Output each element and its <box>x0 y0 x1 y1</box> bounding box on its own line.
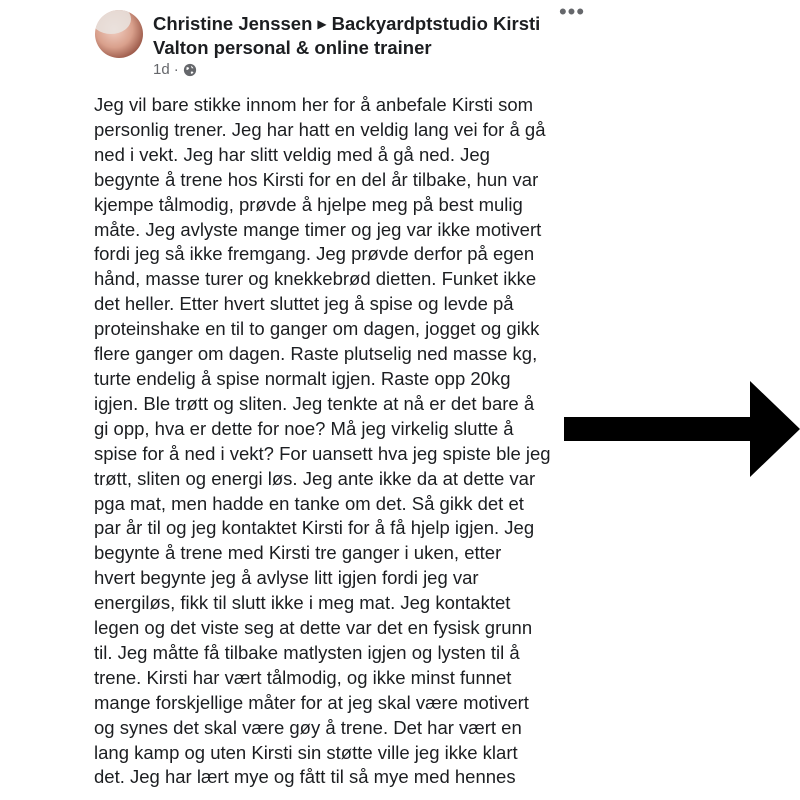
right-arrow-icon <box>564 381 800 477</box>
meta-separator: · <box>173 61 179 78</box>
right-triangle-icon: ▶ <box>317 17 327 31</box>
target-page-name[interactable]: Backyardptstudio Kirsti Valton personal & online trainer <box>153 13 541 58</box>
post-meta <box>153 61 197 78</box>
post-timestamp[interactable]: 1d <box>153 61 170 78</box>
globe-icon <box>183 63 197 77</box>
more-options-icon[interactable]: ••• <box>558 0 586 24</box>
post-header <box>153 12 553 60</box>
post-body-text: Jeg vil bare stikke innom her for å anbefale Kirsti som personlig trener. Jeg har hatt en veldig lang vei for å gå ned i vekt. Jeg har slitt veldig med å gå ned. Jeg begynte å trene hos Kirsti for en del år tilbake, hun var kjempe tålmodig, prøvde å hjelpe meg på best mulig måte. Jeg avlyste mange timer og jeg var ikke motivert fordi jeg så ikke fremgang. Jeg prøvde derfor på egen hånd, masse turer og knekkebrød dietten. Funket ikke det heller. Etter hvert sluttet jeg å spise og levde på proteinshake en til to ganger om dagen, jogget og gikk flere ganger om dagen. Raste plutselig ned masse kg, turte endelig å spise normalt igjen. Raste opp 20kg igjen. Ble trøtt og sliten. Jeg tenkte at nå er det bare å gi opp, hva er dette for noe? Må jeg virkelig slutte å spise for å ned i vekt? For uansett hva jeg spiste ble jeg trøtt, sliten og energi løs. Jeg ante ikke da at dette var pga mat, men hadde en tanke om det. Så gikk det et par år til og jeg kontaktet Kirsti for å få hjelp igjen. Jeg begynte å trene med Kirsti tre ganger i uken, etter hvert begynte jeg å avlyse litt igjen fordi jeg var energiløs, fikk til slutt ikke i meg mat. Jeg kontaktet legen og det viste seg at dette var det en fysisk grunn til. Jeg måtte få tilbake matlysten igjen og lysten til å trene. Kirsti har vært tålmodig, og ikke minst funnet mange forskjellige måter for at jeg skal være motivert og synes det skal være gøy å trene. Det har vært en lang kamp og uten Kirsti sin støtte ville jeg ikke klart det. Jeg har lært mye og fått til så mye med hennes <box>94 94 551 788</box>
avatar[interactable] <box>95 10 143 58</box>
author-name[interactable]: Christine Jenssen <box>153 13 313 34</box>
avatar-hair <box>95 10 131 34</box>
